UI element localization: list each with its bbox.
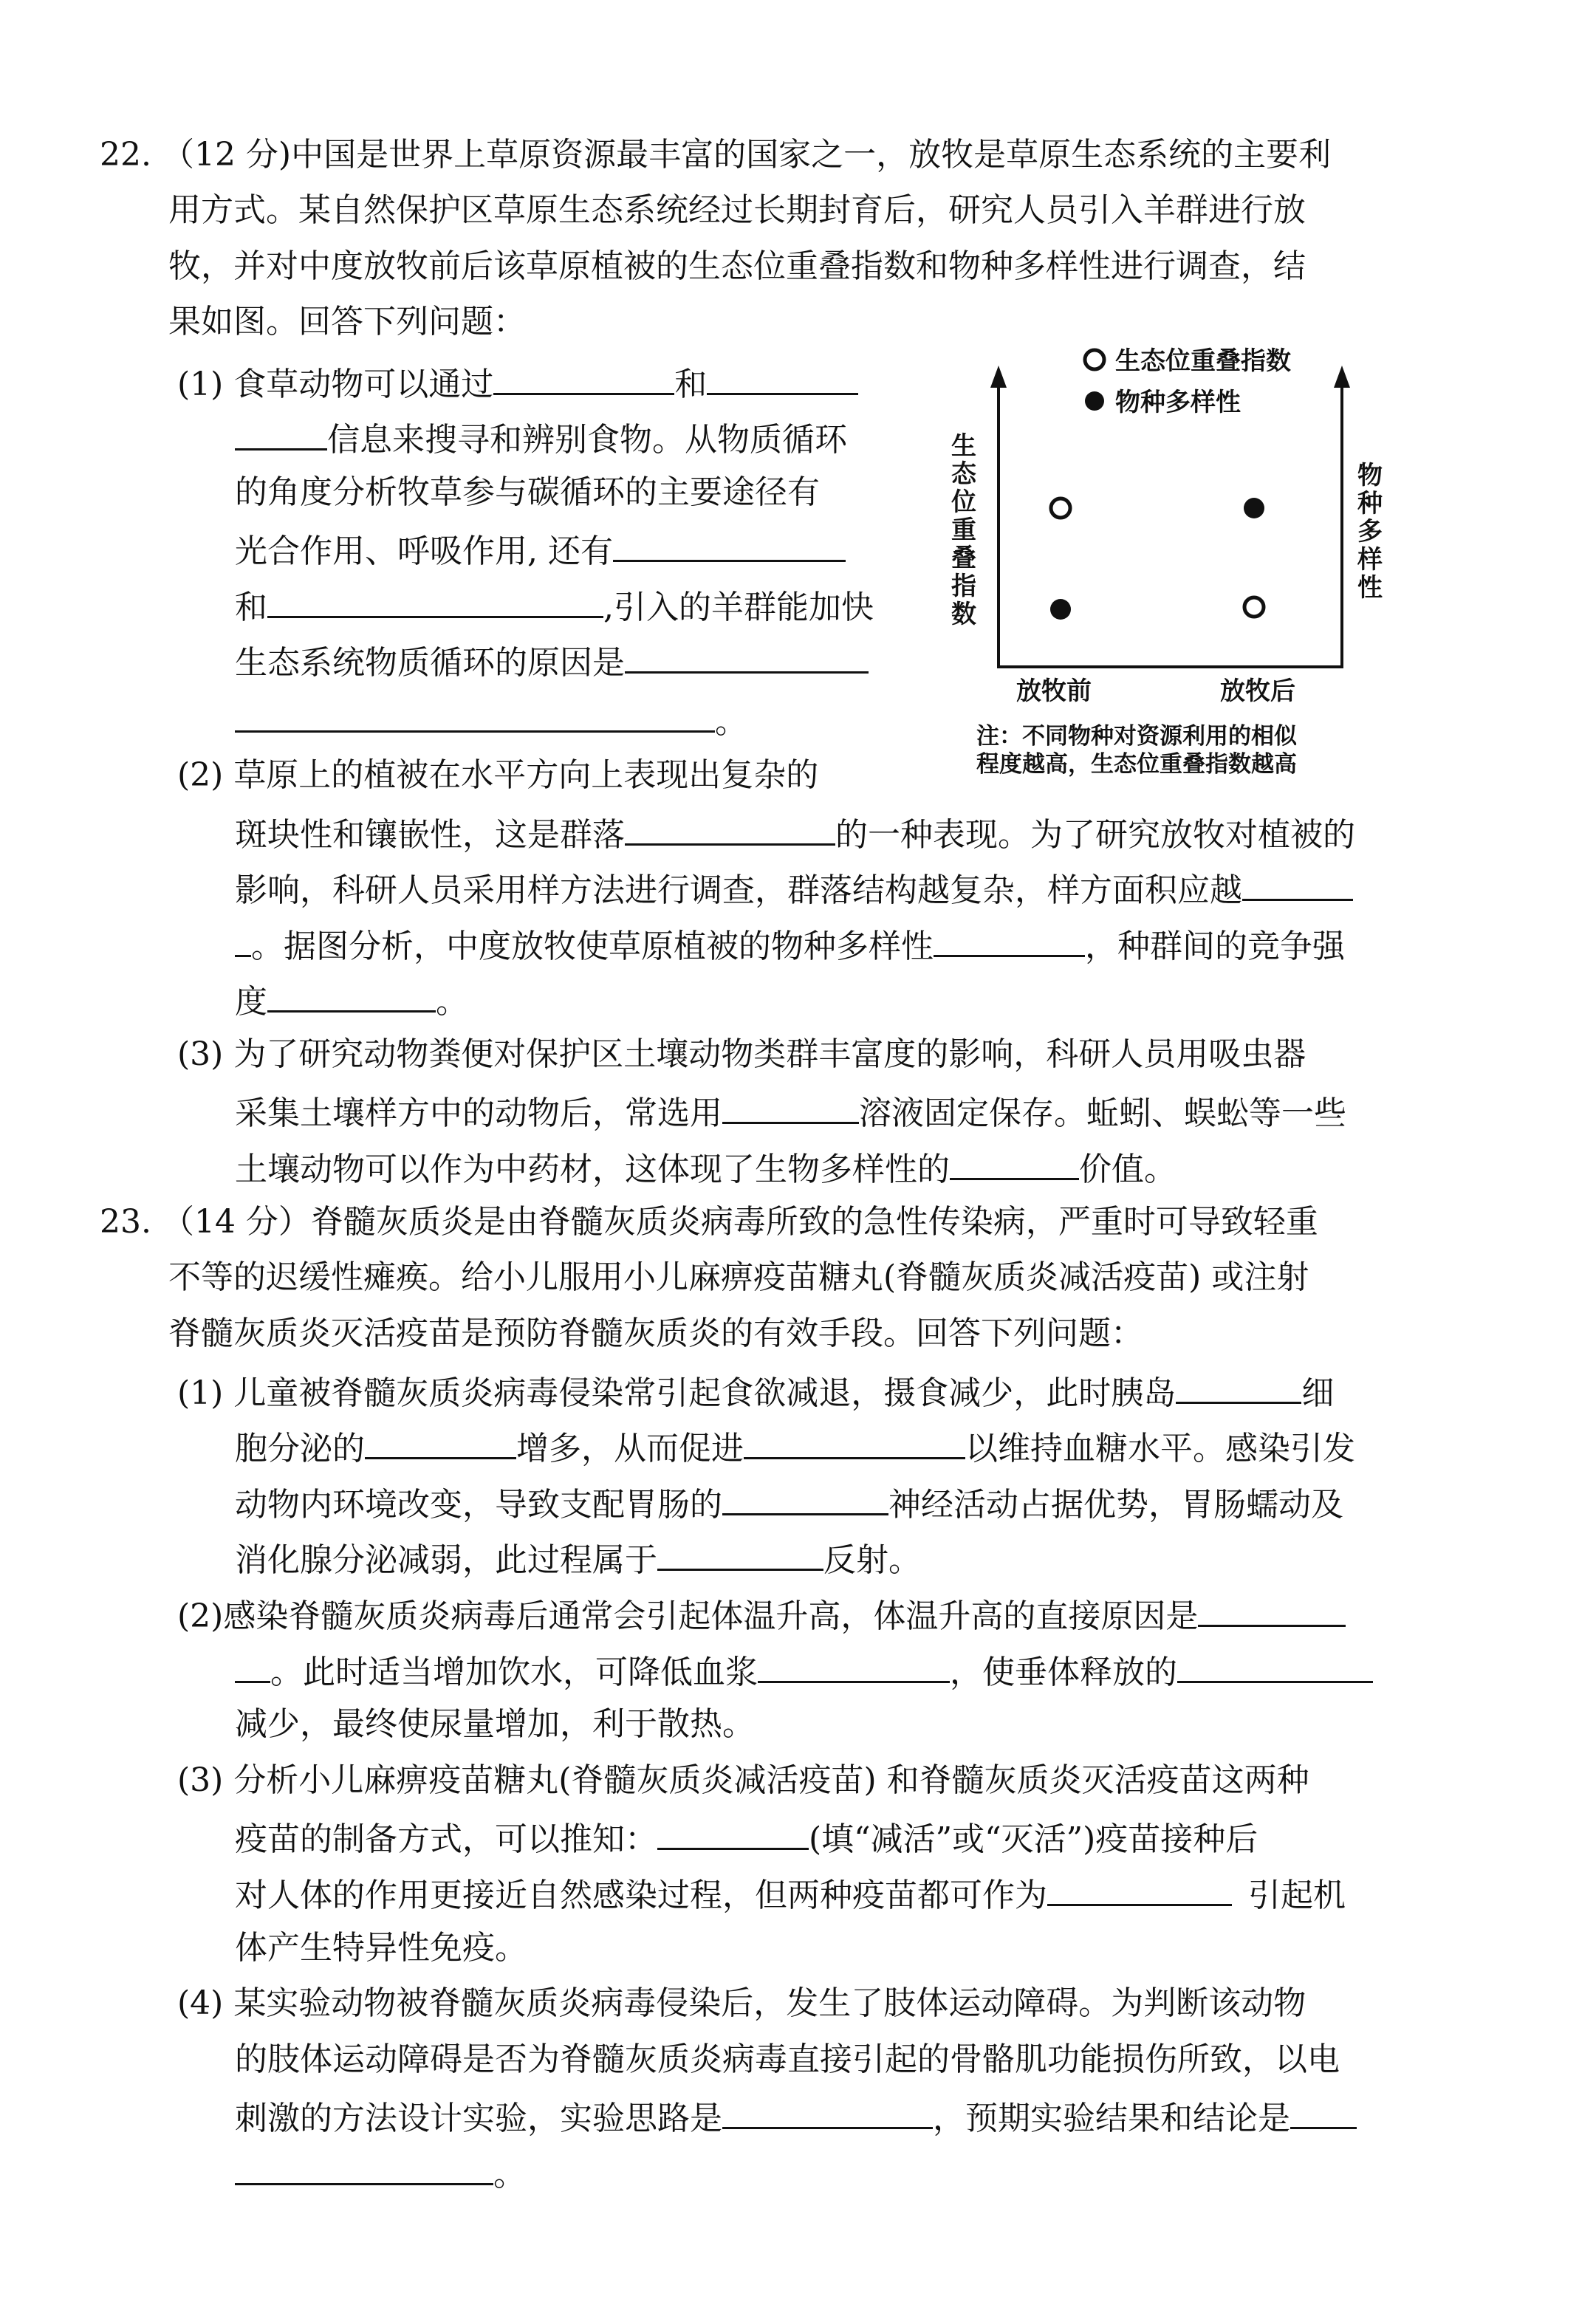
- text: 。: [493, 2156, 526, 2193]
- right-axis-arrow-icon: [1334, 366, 1350, 388]
- text: 信息来搜寻和辨别食物。从物质循环: [327, 421, 847, 459]
- q23-sub4-line-4: [235, 2151, 526, 2196]
- legend-open-circle-icon: [1085, 350, 1104, 369]
- q23-sub3-line-2: [235, 1815, 1258, 1860]
- blank[interactable]: [1177, 1648, 1373, 1683]
- blank[interactable]: [625, 811, 835, 846]
- text: 。: [436, 983, 468, 1021]
- q23-sub3-line-3: [235, 1871, 1346, 1916]
- text: 度: [235, 983, 267, 1021]
- q23-sub4-line-1: (4) 某实验动物被脊髓灰质炎病毒侵染后，发生了肢体运动障碍。为判断该动物: [177, 1984, 1306, 2022]
- text: 神经活动占据优势，胃肠蠕动及: [888, 1486, 1343, 1524]
- text: 生态系统物质循环的原因是: [235, 644, 625, 682]
- figure-note-line-1: 注：不同物种对资源利用的相似: [976, 723, 1297, 750]
- q23-line-1: 23. （14 分）脊髓灰质炎是由脊髓灰质炎病毒所致的急性传染病，严重时可导致轻重: [100, 1203, 1318, 1241]
- q22-line-3: 牧，并对中度放牧前后该草原植被的生态位重叠指数和物种多样性进行调查，结: [168, 247, 1306, 285]
- blank[interactable]: [235, 2151, 493, 2185]
- blank[interactable]: [493, 360, 674, 395]
- q23-line-3: 脊髓灰质炎灭活疫苗是预防脊髓灰质炎的有效手段。回答下列问题：: [168, 1315, 1143, 1352]
- text: 的一种表现。为了研究放牧对植被的: [835, 816, 1355, 854]
- blank[interactable]: [1047, 1871, 1232, 1906]
- text: 以维持血糖水平。感染引发: [965, 1430, 1355, 1467]
- q22-sub1-line-2: [235, 416, 847, 461]
- blank[interactable]: [613, 527, 846, 562]
- blank[interactable]: [235, 416, 327, 450]
- q23-line-2: 不等的迟缓性瘫痪。给小儿服用小儿麻痹疫苗糖丸(脊髓灰质炎减活疫苗) 或注射: [168, 1258, 1309, 1296]
- text: (2)感染脊髓灰质炎病毒后通常会引起体温升高，体温升高的直接原因是: [177, 1597, 1199, 1635]
- q22-sub1-line-1: [177, 360, 858, 405]
- text: 对人体的作用更接近自然感染过程，但两种疫苗都可作为: [235, 1877, 1047, 1914]
- text: (1) 儿童被脊髓灰质炎病毒侵染常引起食欲减退，摄食减少，此时胰岛: [177, 1374, 1177, 1412]
- x-label-before: 放牧前: [1016, 676, 1092, 706]
- q22-sub3-line-1: (3) 为了研究动物粪便对保护区土壤动物类群丰富度的影响，科研人员用吸虫器: [177, 1035, 1306, 1073]
- q23-sub1-line-1: [177, 1369, 1334, 1414]
- q22-line-2: 用方式。某自然保护区草原生态系统经过长期封育后，研究人员引入羊群进行放: [168, 191, 1306, 229]
- q23-sub1-line-2: [235, 1425, 1355, 1470]
- ylabel-right-char: 性: [1357, 573, 1383, 603]
- text: 刺激的方法设计实验，实验思路是: [235, 2100, 722, 2137]
- text: 光合作用、呼吸作用, 还有: [235, 532, 613, 570]
- point-diversity-before: [1050, 599, 1071, 620]
- blank[interactable]: [235, 922, 251, 957]
- ylabel-left-char: 指: [951, 572, 976, 601]
- q22-sub3-line-2: [235, 1089, 1346, 1134]
- q22-sub1-line-4: [235, 527, 846, 572]
- text: 动物内环境改变，导致支配胃肠的: [235, 1486, 722, 1524]
- q22-sub2-line-1: (2) 草原上的植被在水平方向上表现出复杂的: [177, 756, 819, 794]
- point-diversity-after: [1244, 498, 1264, 518]
- blank[interactable]: [950, 1145, 1079, 1180]
- ylabel-left-char: 位: [951, 487, 976, 517]
- q22-line-1: 22. （12 分)中国是世界上草原资源最丰富的国家之一，放牧是草原生态系统的主要利: [100, 136, 1332, 174]
- blank[interactable]: [934, 922, 1085, 957]
- blank[interactable]: [235, 1648, 270, 1683]
- ylabel-left-char: 叠: [951, 544, 976, 573]
- text: 。据图分析，中度放牧使草原植被的物种多样性: [251, 928, 934, 965]
- blank[interactable]: [235, 698, 715, 733]
- q22-line-4: 果如图。回答下列问题：: [168, 303, 526, 340]
- text: ，预期实验结果和结论是: [933, 2100, 1290, 2137]
- q22-sub2-line-3: [235, 866, 1353, 911]
- point-overlap-after: [1244, 597, 1264, 617]
- q23-sub2-line-1: [177, 1592, 1346, 1637]
- text: 价值。: [1079, 1151, 1177, 1188]
- blank[interactable]: [267, 583, 603, 618]
- text: 反射。: [823, 1541, 921, 1579]
- blank[interactable]: [1176, 1369, 1301, 1404]
- text: 。: [715, 703, 747, 741]
- blank[interactable]: [722, 2094, 933, 2129]
- point-overlap-before: [1051, 498, 1070, 518]
- blank[interactable]: [657, 1815, 809, 1850]
- text: 细: [1301, 1374, 1335, 1412]
- q22-sub3-line-3: [235, 1145, 1177, 1190]
- text: 疫苗的制备方式，可以推知：: [235, 1820, 657, 1858]
- niche-overlap-diversity-chart: [938, 336, 1411, 779]
- blank[interactable]: [758, 1648, 950, 1683]
- ylabel-left-char: 生: [951, 431, 976, 461]
- text: 采集土壤样方中的动物后，常选用: [235, 1094, 722, 1132]
- ylabel-left-char: 态: [951, 459, 976, 489]
- ylabel-left-char: 重: [951, 515, 976, 545]
- blank[interactable]: [1242, 866, 1353, 901]
- ylabel-right-char: 物: [1357, 461, 1383, 490]
- text: 和: [674, 366, 708, 403]
- q22-sub2-line-4: [235, 922, 1345, 967]
- ylabel-right-char: 样: [1357, 545, 1383, 575]
- q23-sub1-line-3: [235, 1481, 1343, 1526]
- text: 。此时适当增加饮水，可降低血浆: [270, 1654, 758, 1691]
- text: 增多，从而促进: [516, 1430, 744, 1467]
- blank[interactable]: [722, 1481, 888, 1515]
- q23-sub2-line-3: 减少，最终使尿量增加，利于散热。: [235, 1705, 755, 1743]
- blank[interactable]: [744, 1425, 965, 1459]
- text: (1) 食草动物可以通过: [177, 366, 494, 403]
- blank[interactable]: [267, 978, 436, 1013]
- legend-filled-circle-icon: [1085, 391, 1104, 411]
- text: ，使垂体释放的: [950, 1654, 1177, 1691]
- blank[interactable]: [1290, 2094, 1357, 2129]
- q23-sub3-line-4: 体产生特异性免疫。: [235, 1929, 527, 1967]
- ylabel-left-char: 数: [951, 600, 976, 629]
- text: (填“减活”或“灭活”)疫苗接种后: [809, 1820, 1258, 1858]
- text: 土壤动物可以作为中药材，这体现了生物多样性的: [235, 1151, 950, 1188]
- legend-open-label: 生态位重叠指数: [1115, 346, 1291, 376]
- q23-sub2-line-2: [235, 1648, 1373, 1693]
- q22-sub2-line-5: [235, 978, 468, 1023]
- ylabel-right-char: 种: [1357, 489, 1383, 518]
- q22-sub1-line-5: [235, 583, 874, 628]
- blank[interactable]: [365, 1425, 516, 1459]
- x-label-after: 放牧后: [1220, 676, 1295, 706]
- text: 斑块性和镶嵌性，这是群落: [235, 816, 625, 854]
- ylabel-right-char: 多: [1357, 517, 1383, 547]
- blank[interactable]: [657, 1536, 823, 1571]
- blank[interactable]: [707, 360, 858, 395]
- blank[interactable]: [1198, 1592, 1346, 1627]
- text: 和: [235, 589, 267, 626]
- text: 消化腺分泌减弱，此过程属于: [235, 1541, 657, 1579]
- text: 溶液固定保存。蚯蚓、蜈蚣等一些: [859, 1094, 1346, 1132]
- blank[interactable]: [722, 1089, 859, 1124]
- q22-sub1-line-7: [235, 698, 747, 743]
- blank[interactable]: [625, 639, 869, 674]
- figure-note-line-2: 程度越高，生态位重叠指数越高: [976, 751, 1297, 778]
- q22-sub2-line-2: [235, 811, 1355, 856]
- q23-sub4-line-3: [235, 2094, 1357, 2139]
- q23-sub1-line-4: [235, 1536, 921, 1581]
- text: 影响，科研人员采用样方法进行调查，群落结构越复杂，样方面积应越: [235, 871, 1242, 909]
- left-axis-arrow-icon: [990, 366, 1007, 388]
- text: 胞分泌的: [235, 1430, 365, 1467]
- q22-sub1-line-3: 的角度分析牧草参与碳循环的主要途径有: [235, 473, 820, 511]
- text: ,引入的羊群能加快: [603, 589, 874, 626]
- text: ，种群间的竞争强: [1085, 928, 1345, 965]
- q23-sub3-line-1: (3) 分析小儿麻痹疫苗糖丸(脊髓灰质炎减活疫苗) 和脊髓灰质炎灭活疫苗这两种: [177, 1761, 1309, 1799]
- q23-sub4-line-2: 的肢体运动障碍是否为脊髓灰质炎病毒直接引起的骨骼肌功能损伤所致，以电: [235, 2041, 1340, 2078]
- q22-sub1-line-6: [235, 639, 869, 684]
- legend-filled-label: 物种多样性: [1115, 388, 1241, 417]
- text: 引起机: [1248, 1877, 1346, 1914]
